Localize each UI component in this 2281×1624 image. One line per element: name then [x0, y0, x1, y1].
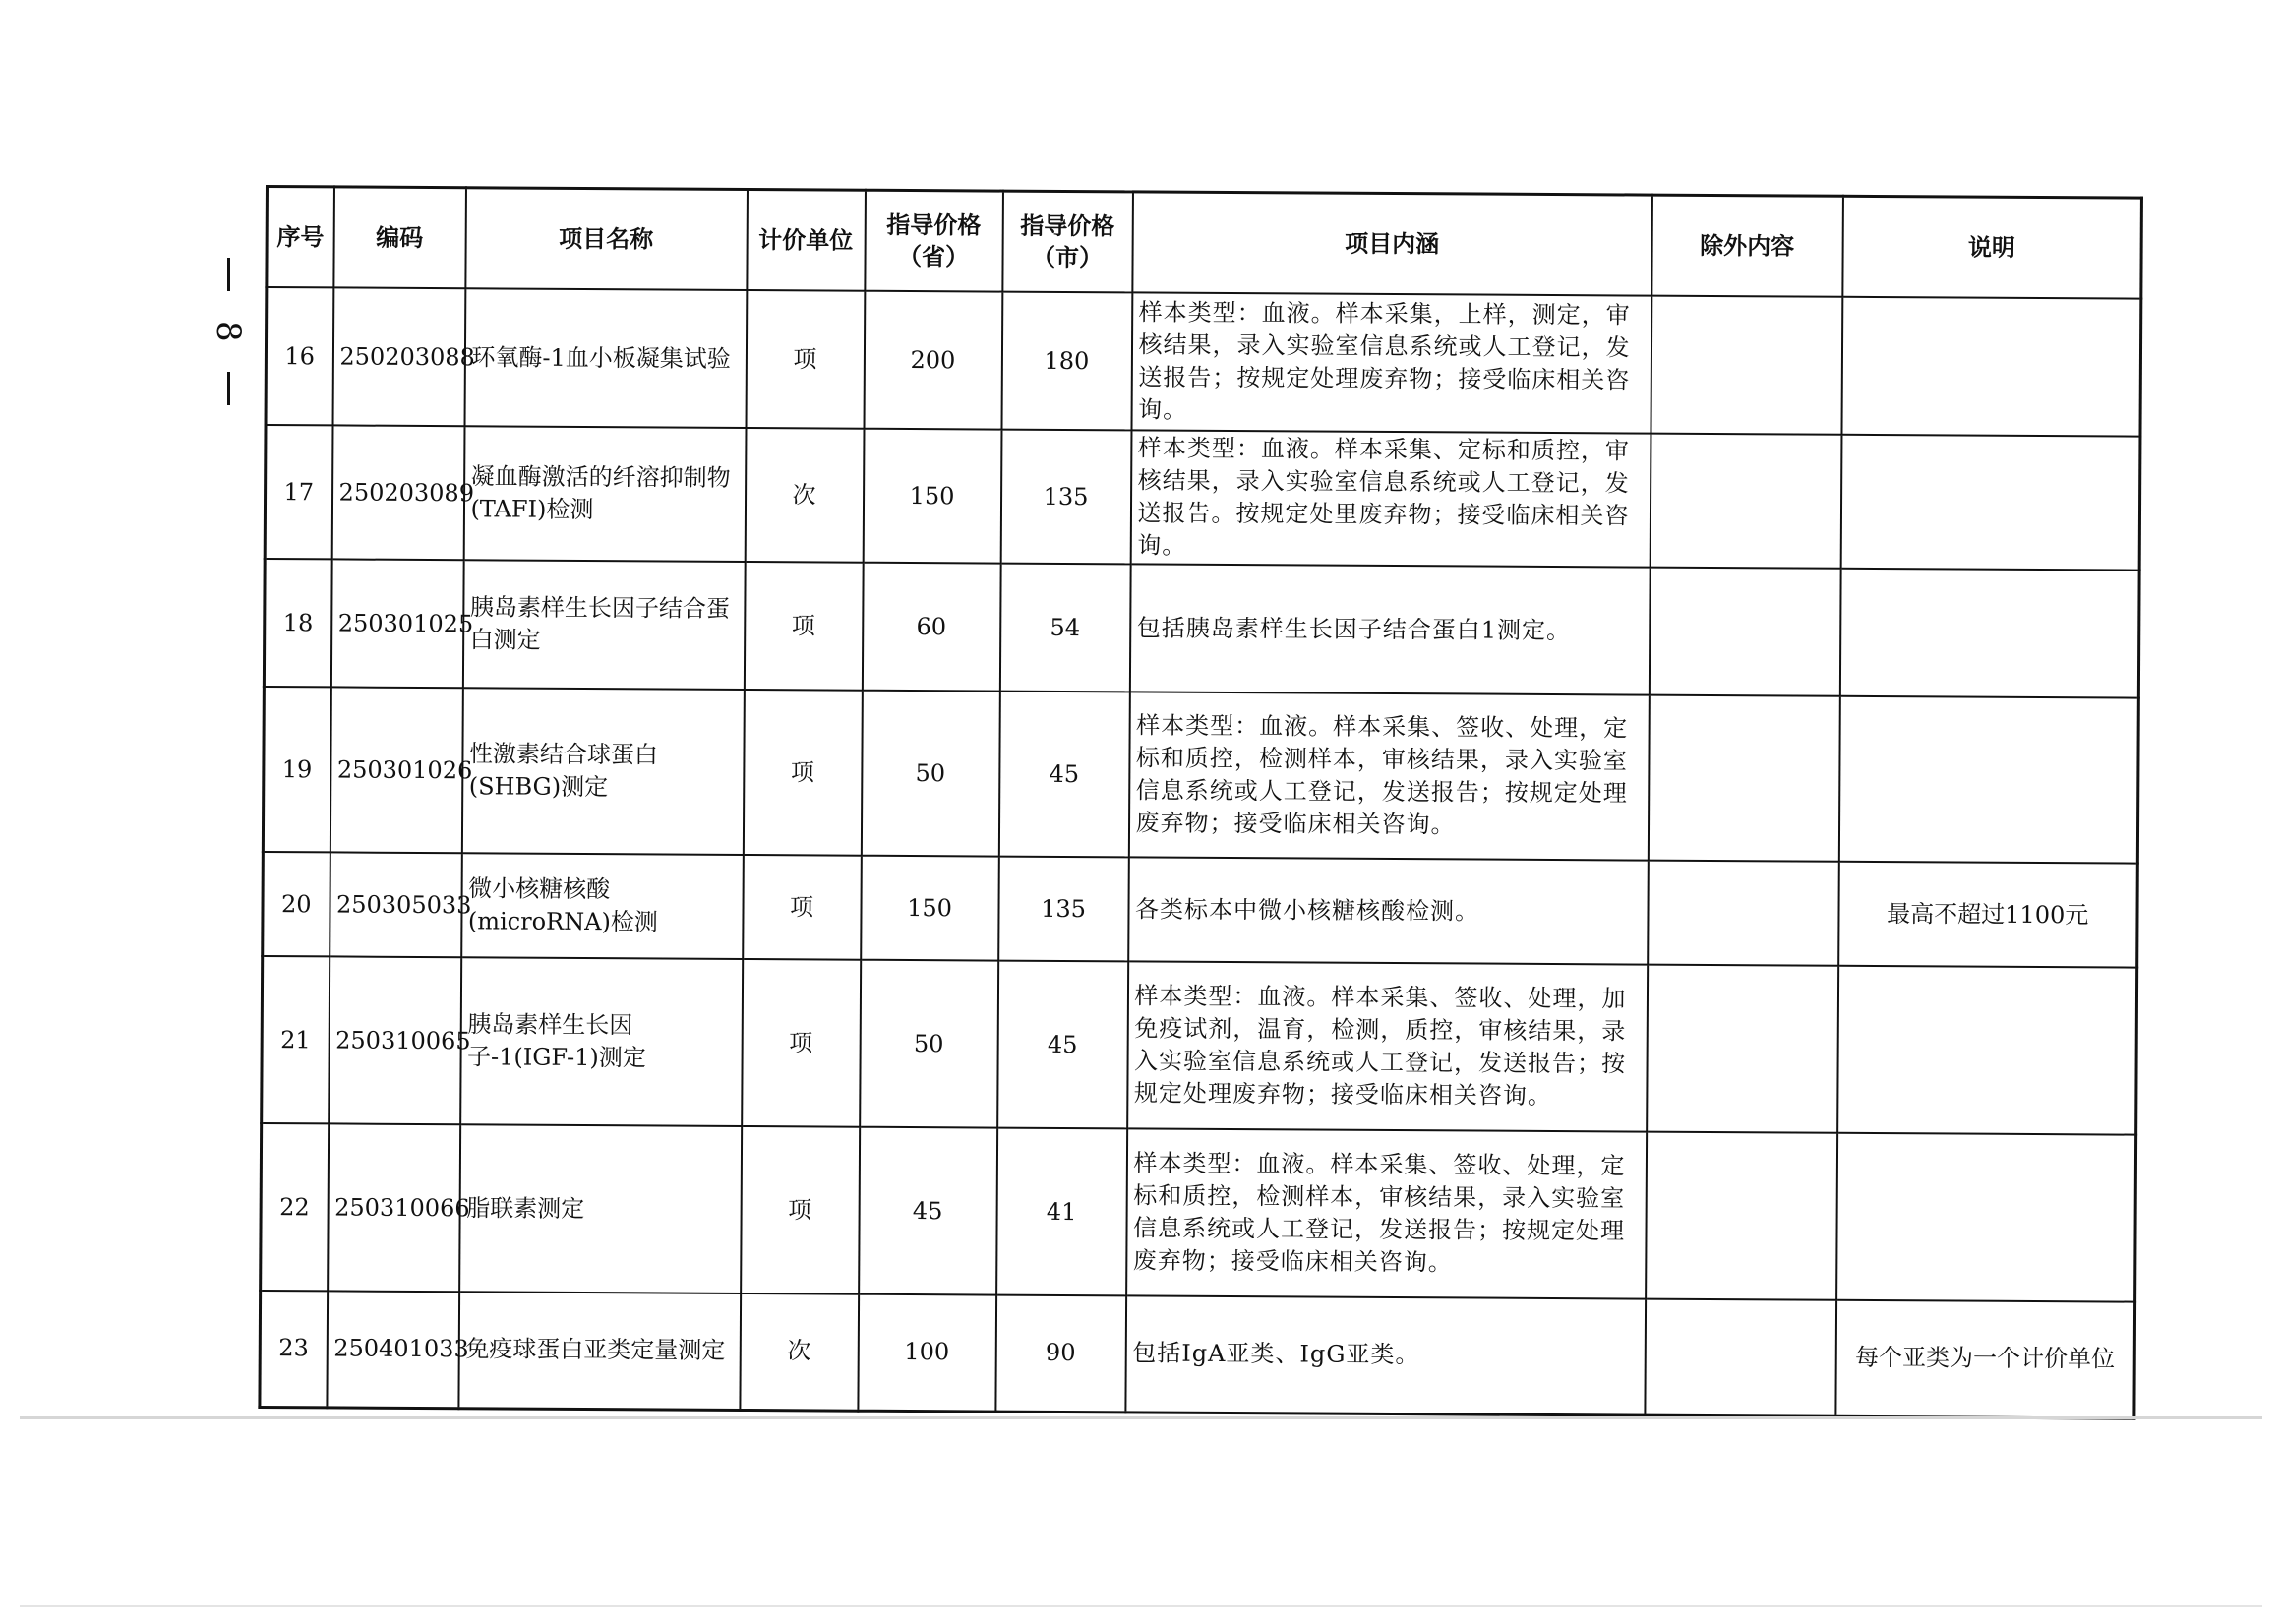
table-row — [260, 1291, 2135, 1418]
cell-name: 微小核糖核酸(microRNA)检测 — [461, 853, 744, 959]
header-price-city — [1002, 191, 1133, 292]
cell-name: 胰岛素样生长因子-1(IGF-1)测定 — [460, 957, 743, 1126]
header-note: 说明 — [1842, 196, 2142, 298]
cell-content: 样本类型：血液。样本采集、签收、处理，定标和质控，检测样本，审核结果，录入实验室信息系统或人工登记，发送报告；按规定处理废弃物；接受临床相关咨询。 — [1126, 1128, 1647, 1298]
table-row — [265, 425, 2140, 571]
cell-seq: 20 — [263, 852, 330, 956]
cell-price-city: 41 — [996, 1128, 1127, 1296]
page-number — [209, 258, 248, 405]
cell-unit: 项 — [741, 1126, 860, 1294]
header-price-province — [865, 190, 1003, 291]
cell-price-city: 90 — [995, 1295, 1126, 1413]
page-number-dash-bottom — [227, 372, 230, 405]
cell-code: 250203088 — [332, 287, 465, 426]
cell-content: 样本类型：血液。样本采集、定标和质控，审核结果，录入实验室信息系统或人工登记，发送报告。按规定处里废弃物；接受临床相关咨询。 — [1130, 430, 1651, 567]
cell-content: 包括胰岛素样生长因子结合蛋白1测定。 — [1129, 564, 1650, 694]
cell-code: 250301026 — [330, 687, 462, 853]
cell-price-city: 45 — [997, 961, 1128, 1129]
cell-exclusion — [1646, 1132, 1837, 1300]
table-row — [263, 852, 2138, 968]
table-header-row — [267, 187, 2142, 299]
table-row — [261, 1123, 2136, 1302]
cell-unit: 次 — [745, 428, 864, 563]
page-number-dash-top — [227, 258, 230, 291]
cell-seq: 19 — [263, 687, 330, 852]
cell-price-city: 180 — [1001, 292, 1132, 431]
page-number-value: 8 — [209, 321, 248, 342]
cell-code: 250301025 — [330, 559, 463, 688]
header-content: 项目内涵 — [1132, 192, 1652, 296]
header-unit: 计价单位 — [747, 189, 866, 290]
cell-note: 每个亚类为一个计价单位 — [1835, 1300, 2135, 1418]
cell-note — [1841, 297, 2141, 437]
cell-price-city: 45 — [998, 692, 1129, 858]
cell-code: 250401033 — [327, 1291, 459, 1408]
cell-exclusion — [1649, 568, 1840, 696]
cell-name: 环氧酶-1血小板凝集试验 — [464, 288, 747, 428]
header-seq: 序号 — [267, 187, 334, 288]
cell-exclusion — [1650, 434, 1841, 569]
cell-seq: 17 — [265, 425, 332, 559]
cell-seq: 16 — [266, 287, 333, 425]
cell-name: 性激素结合球蛋白(SHBG)测定 — [461, 688, 744, 855]
header-exclusion: 除外内容 — [1651, 195, 1843, 297]
cell-exclusion — [1647, 965, 1838, 1133]
cell-code: 250203089 — [331, 425, 464, 560]
table-row — [263, 687, 2138, 864]
cell-unit: 项 — [742, 959, 861, 1127]
cell-unit: 项 — [746, 290, 865, 429]
cell-note — [1839, 569, 2139, 698]
cell-content: 包括IgA亚类、IgG亚类。 — [1125, 1295, 1646, 1414]
header-price-city-line1: 指导价格 — [1020, 211, 1115, 241]
price-table-container — [258, 185, 2140, 1419]
cell-content: 样本类型：血液。样本采集、签收、处理，定标和质控，检测样本，审核结果，录入实验室信息系统或人工登记，发送报告；按规定处理废弃物；接受临床相关咨询。 — [1128, 692, 1649, 860]
cell-content: 样本类型：血液。样本采集，上样，测定，审核结果，录入实验室信息系统或人工登记，发送报告；按规定处理废弃物；接受临床相关咨询。 — [1131, 292, 1651, 433]
cell-name: 免疫球蛋白亚类定量测定 — [458, 1292, 741, 1410]
price-table — [258, 185, 2143, 1419]
cell-name: 凝血酶激活的纤溶抑制物(TAFI)检测 — [463, 426, 746, 562]
table-row — [262, 956, 2137, 1135]
cell-price-province: 200 — [864, 291, 1002, 430]
cell-price-city: 135 — [998, 857, 1129, 962]
cell-unit: 项 — [743, 855, 862, 960]
cell-price-province: 100 — [858, 1294, 996, 1412]
cell-code: 250310066 — [328, 1123, 460, 1292]
cell-seq: 23 — [260, 1291, 328, 1407]
cell-unit: 项 — [744, 562, 863, 691]
cell-price-province: 45 — [859, 1127, 997, 1295]
cell-note — [1836, 1133, 2136, 1302]
cell-price-province: 150 — [861, 856, 999, 961]
cell-seq: 22 — [261, 1123, 329, 1291]
cell-name: 胰岛素样生长因子结合蛋白测定 — [462, 560, 745, 690]
header-price-province-line1: 指导价格 — [886, 211, 982, 240]
cell-price-province: 150 — [863, 429, 1001, 564]
cell-code: 250305033 — [330, 852, 462, 957]
cell-exclusion — [1645, 1299, 1836, 1416]
cell-content: 各类标本中微小核糖核酸检测。 — [1128, 857, 1649, 964]
cell-unit: 项 — [743, 690, 862, 856]
table-row — [266, 287, 2141, 437]
scan-edge-line — [20, 1416, 2262, 1419]
header-price-province-line2: （省） — [897, 242, 970, 271]
cell-name: 脂联素测定 — [459, 1124, 742, 1293]
header-name: 项目名称 — [465, 188, 748, 290]
cell-note — [1837, 966, 2137, 1135]
cell-seq: 21 — [262, 956, 330, 1123]
cell-seq: 18 — [264, 559, 331, 687]
cell-price-city: 135 — [1000, 430, 1131, 565]
cell-price-province: 50 — [861, 691, 999, 857]
cell-price-province: 50 — [860, 960, 998, 1128]
cell-exclusion — [1648, 695, 1839, 862]
cell-code: 250310065 — [329, 956, 461, 1124]
table-row — [264, 559, 2139, 698]
cell-price-city: 54 — [999, 564, 1130, 692]
cell-exclusion — [1648, 861, 1839, 966]
cell-note: 最高不超过1100元 — [1838, 862, 2138, 968]
cell-price-province: 60 — [862, 563, 1000, 692]
header-price-city-line2: （市） — [1031, 243, 1104, 272]
cell-note — [1840, 435, 2140, 571]
cell-note — [1838, 696, 2138, 864]
header-code: 编码 — [333, 187, 466, 288]
cell-exclusion — [1651, 296, 1842, 435]
scan-edge-line-bottom — [20, 1605, 2262, 1607]
cell-unit: 次 — [740, 1293, 859, 1411]
cell-content: 样本类型：血液。样本采集、签收、处理，加免疫试剂，温育，检测，质控，审核结果，录入实验室信息系统或人工登记，发送报告；按规定处理废弃物；接受临床相关咨询。 — [1127, 961, 1648, 1131]
